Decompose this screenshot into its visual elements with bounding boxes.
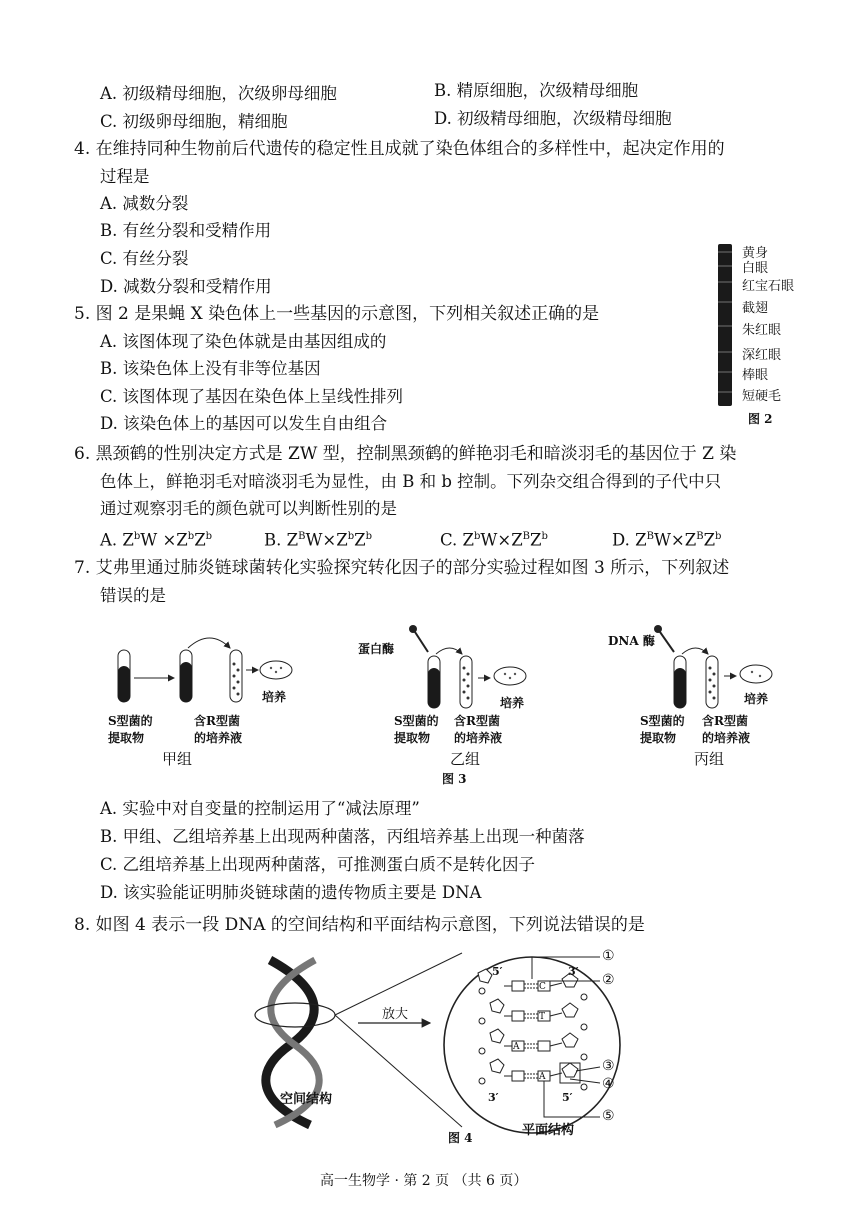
base-label-1: C (539, 982, 546, 992)
q6-stem-line3: 通过观察羽毛的颜色就可以判断性别的是 (100, 499, 397, 518)
group-c-culture-label: 培养 (744, 692, 769, 706)
group-a-label: 甲组 (162, 750, 193, 768)
q5-option-a: A. 该图体现了染色体就是由基因组成的 (100, 332, 387, 351)
protease-label: 蛋白酶 (358, 642, 395, 656)
q4-option-d: D. 减数分裂和受精作用 (100, 277, 272, 296)
figure-4 (250, 945, 650, 1145)
q7-option-c: C. 乙组培养基上出现两种菌落，可推测蛋白质不是转化因子 (100, 855, 536, 874)
figure-2-caption: 图 2 (748, 412, 773, 426)
q4-stem-line1: 4. 在维持同种生物前后代遗传的稳定性且成就了染色体组合的多样性中，起决定作用的 (74, 139, 725, 159)
gene-label-8: 短硬毛 (742, 389, 782, 404)
marker-2: ② (602, 972, 615, 988)
zoom-label: 放大 (382, 1007, 409, 1022)
gene-label-5: 朱红眼 (742, 323, 782, 338)
q4-stem-line2: 过程是 (100, 167, 150, 186)
three-prime-top: 3′ (568, 965, 579, 978)
q5-option-b: B. 该染色体上没有非等位基因 (100, 359, 321, 378)
group-c-label: 丙组 (694, 750, 725, 768)
q7-option-d: D. 该实验能证明肺炎链球菌的遗传物质主要是 DNA (100, 883, 482, 902)
q5-option-d: D. 该染色体上的基因可以发生自由组合 (100, 414, 388, 433)
avery-experiment-diagram (90, 620, 790, 790)
figure-3 (90, 620, 790, 790)
group-a-culture-label: 培养 (262, 690, 287, 704)
figure-2 (712, 240, 822, 430)
base-label-4: A (539, 1072, 546, 1082)
q3-option-a: A. 初级精母细胞，次级卵母细胞 (100, 84, 337, 103)
group-b-extract-label: S型菌的 提取物 (394, 714, 439, 745)
q3-option-d: D. 初级精母细胞，次级精母细胞 (434, 109, 672, 128)
marker-4: ④ (602, 1076, 615, 1092)
group-a-extract-label: S型菌的 提取物 (108, 714, 153, 745)
gene-label-6: 深红眼 (742, 348, 782, 363)
q4-option-c: C. 有丝分裂 (100, 249, 189, 268)
gene-label-2: 白眼 (742, 261, 769, 276)
five-prime-top: 5′ (492, 965, 503, 978)
group-c-medium-label: 含R型菌 的培养液 (702, 714, 751, 745)
q6-stem-line1: 6. 黑颈鹤的性别决定方式是 ZW 型，控制黑颈鹤的鲜艳羽毛和暗淡羽毛的基因位于 Z 染 (74, 444, 737, 464)
group-a-medium-label: 含R型菌 的培养液 (194, 714, 243, 745)
three-prime-bottom: 3′ (488, 1091, 499, 1104)
q3-option-b: B. 精原细胞，次级精母细胞 (434, 81, 639, 100)
base-label-3: A (513, 1042, 520, 1052)
group-b-medium-label: 含R型菌 的培养液 (454, 714, 503, 745)
marker-1: ① (602, 948, 615, 964)
dna-structure-diagram (250, 945, 650, 1145)
planar-structure-label: 平面结构 (522, 1123, 575, 1138)
gene-label-7: 棒眼 (742, 368, 769, 383)
q5-stem: 5. 图 2 是果蝇 X 染色体上一些基因的示意图，下列相关叙述正确的是 (74, 304, 600, 324)
q3-option-c: C. 初级卵母细胞，精细胞 (100, 112, 288, 131)
figure-4-caption: 图 4 (448, 1131, 473, 1145)
q4-option-a: A. 减数分裂 (100, 194, 189, 213)
q8-stem: 8. 如图 4 表示一段 DNA 的空间结构和平面结构示意图，下列说法错误的是 (74, 915, 645, 935)
q6-option-d: D. $Z^BW\times Z^BZ^b$ (612, 530, 722, 550)
page-footer: 高一生物学 · 第 2 页 （共 6 页） (320, 1173, 528, 1189)
q6-option-b: B. $Z^BW\times Z^bZ^b$ (264, 530, 372, 550)
q5-option-c: C. 该图体现了基因在染色体上呈线性排列 (100, 387, 404, 406)
group-b-culture-label: 培养 (500, 696, 525, 710)
q7-stem-line2: 错误的是 (100, 586, 166, 605)
marker-5: ⑤ (602, 1108, 615, 1124)
chromosome-bar (718, 244, 732, 406)
group-c-extract-label: S型菌的 提取物 (640, 714, 685, 745)
figure-3-caption: 图 3 (442, 772, 467, 786)
q7-stem-line1: 7. 艾弗里通过肺炎链球菌转化实验探究转化因子的部分实验过程如图 3 所示，下列叙述 (74, 558, 730, 578)
five-prime-bottom: 5′ (562, 1091, 573, 1104)
group-b-label: 乙组 (450, 750, 481, 768)
q6-option-a: A. $Z^bW \times Z^bZ^b$ (100, 530, 213, 550)
q6-option-c: C. $Z^bW\times Z^BZ^b$ (440, 530, 548, 550)
base-label-2: T (539, 1012, 546, 1022)
spatial-structure-label: 空间结构 (280, 1092, 333, 1107)
q7-option-b: B. 甲组、乙组培养基上出现两种菌落，丙组培养基上出现一种菌落 (100, 827, 585, 846)
gene-label-3: 红宝石眼 (742, 279, 795, 294)
marker-3: ③ (602, 1058, 615, 1074)
dnase-label: DNA 酶 (608, 634, 655, 648)
gene-label-4: 截翅 (742, 301, 769, 316)
q4-option-b: B. 有丝分裂和受精作用 (100, 221, 272, 240)
gene-label-1: 黄身 (742, 246, 769, 261)
q6-stem-line2: 色体上，鲜艳羽毛对暗淡羽毛为显性，由 B 和 b 控制。下列杂交组合得到的子代中只 (100, 472, 722, 491)
q7-option-a: A. 实验中对自变量的控制运用了“减法原理” (100, 799, 420, 818)
